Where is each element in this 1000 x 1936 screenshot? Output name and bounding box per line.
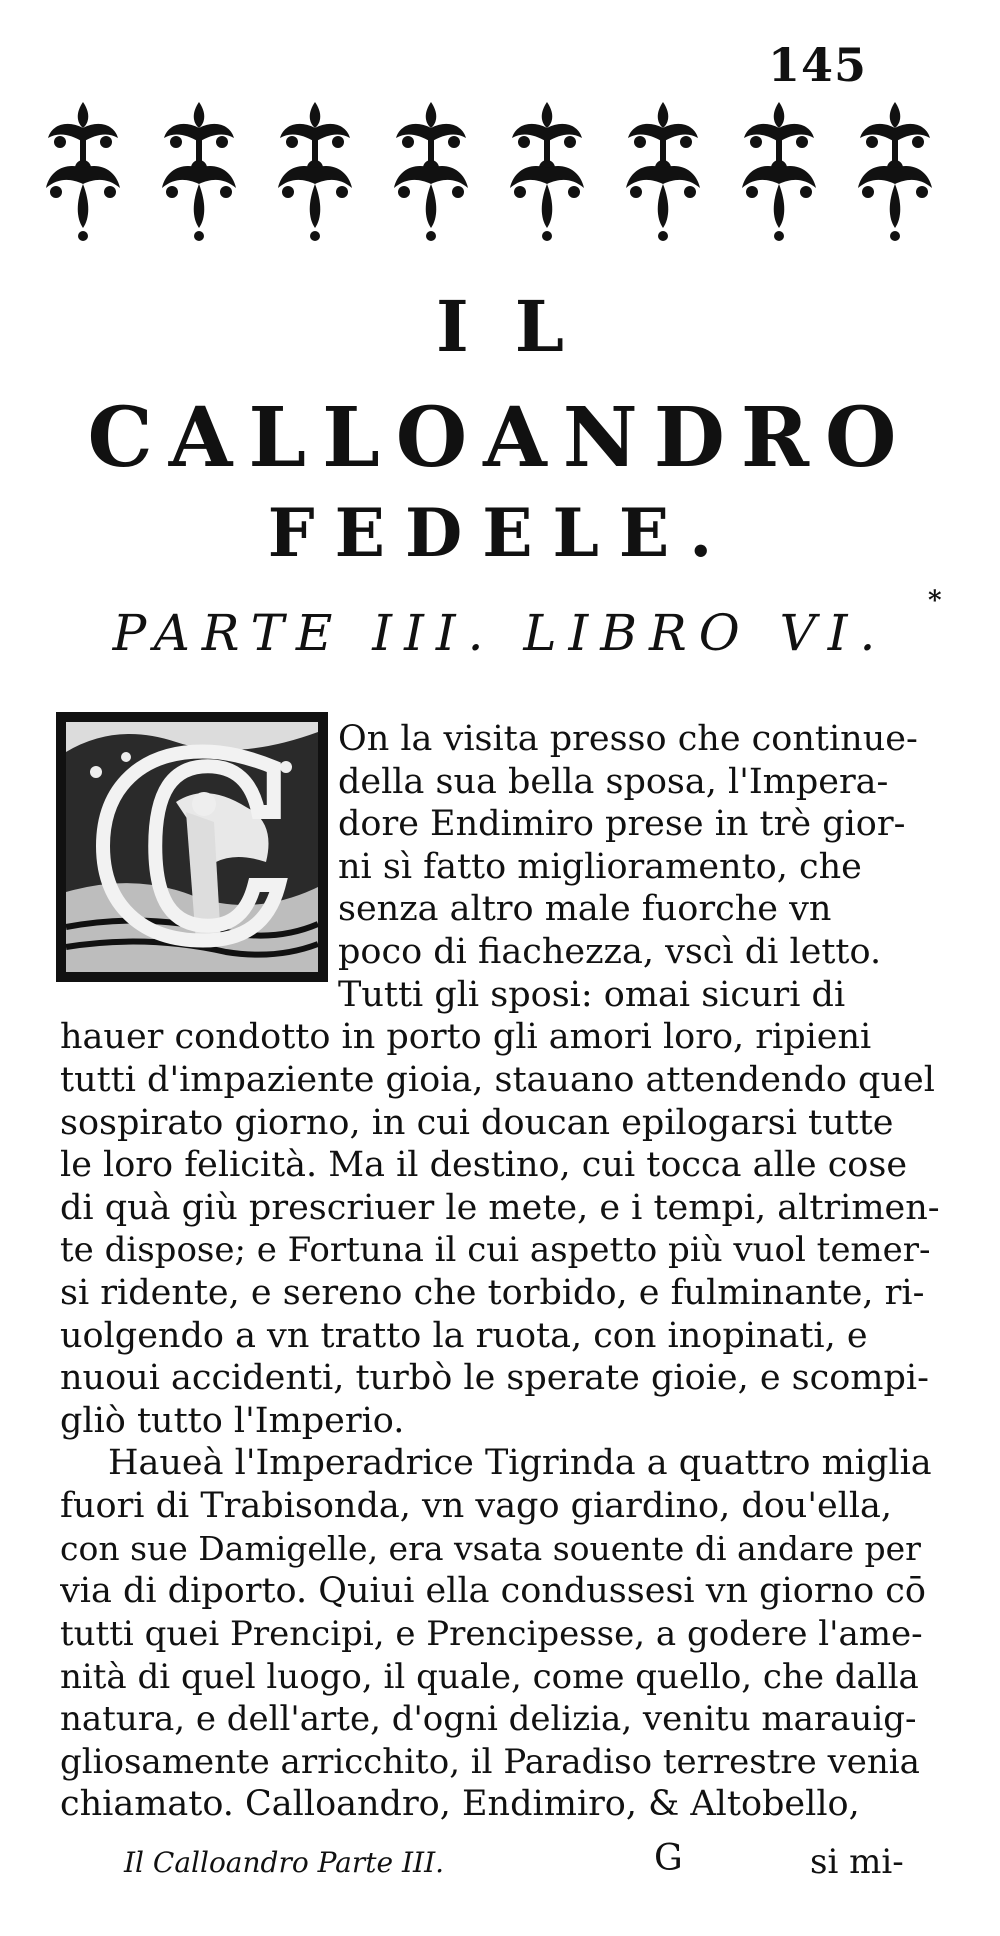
- footer-catchword: si mi-: [810, 1842, 904, 1882]
- text-line: gliosamente arricchito, il Paradiso terrestre venia: [60, 1741, 920, 1782]
- text-line: On la visita presso che continue-: [338, 719, 918, 759]
- text-line: natura, e dell'arte, d'ogni delizia, venitu marauig-: [60, 1699, 917, 1740]
- edge-mark: *: [928, 586, 942, 616]
- text-line: hauer condotto in porto gli amori loro, ripieni: [60, 1017, 872, 1058]
- text-line: nuoui accidenti, turbò le sperate gioie, e scompi-: [60, 1358, 929, 1399]
- title-il: IL: [436, 285, 610, 368]
- text-line: poco di fiachezza, vscì di letto.: [338, 932, 882, 973]
- text-line: dore Endimiro prese in trè gior-: [338, 804, 906, 845]
- footer-signature: Il Calloandro Parte III.: [124, 1846, 445, 1879]
- text-line: via di diporto. Quiui ella condussesi vn giorno cō: [60, 1571, 926, 1612]
- text-line: nità di quel luogo, il quale, come quello, che dalla: [60, 1656, 919, 1697]
- text-line: con sue Damigelle, era vsata souente di andare per: [60, 1528, 921, 1568]
- text-line: te dispose; e Fortuna il cui aspetto più vuol temer-: [60, 1230, 931, 1271]
- text-line: tutti d'impaziente gioia, stauano attendendo quel: [60, 1059, 935, 1100]
- dropcap-letter: C: [92, 712, 292, 982]
- text-line: ni sì fatto miglioramento, che: [338, 846, 862, 887]
- text-line: si ridente, e sereno che torbido, e fulminante, ri-: [60, 1273, 925, 1313]
- part-heading: PARTE III. LIBRO VI.: [112, 604, 888, 662]
- text-line: tutti quei Prencipi, e Prencipesse, a godere l'ame-: [60, 1613, 923, 1654]
- text-line: sospirato giorno, in cui doucan epilogarsi tutte: [60, 1102, 894, 1143]
- text-line: le loro felicità. Ma il destino, cui tocca alle cose: [60, 1145, 908, 1186]
- historiated-initial: [56, 712, 328, 982]
- text-line: Haueà l'Imperadrice Tigrinda a quattro miglia: [108, 1443, 932, 1484]
- text-line: chiamato. Calloandro, Endimiro, & Altobello,: [60, 1784, 860, 1825]
- fleuron-ornament-band: [38, 98, 948, 248]
- footer-signature-mark: G: [654, 1838, 683, 1879]
- title-main: CALLOANDRO: [87, 390, 913, 486]
- title-sub: FEDELE.: [267, 494, 733, 572]
- text-line: Tutti gli sposi: omai sicuri di: [338, 974, 846, 1015]
- text-line: fuori di Trabisonda, vn vago giardino, dou'ella,: [60, 1486, 893, 1527]
- text-line: uolgendo a vn tratto la ruota, con inopinati, e: [60, 1315, 868, 1356]
- page-number: 145: [768, 38, 868, 92]
- text-line: senza altro male fuorche vn: [338, 889, 832, 930]
- text-line: gliò tutto l'Imperio.: [60, 1400, 405, 1441]
- text-line: della sua bella sposa, l'Impera-: [338, 761, 889, 802]
- text-line: di quà giù prescriuer le mete, e i tempi, altrimen-: [60, 1187, 940, 1228]
